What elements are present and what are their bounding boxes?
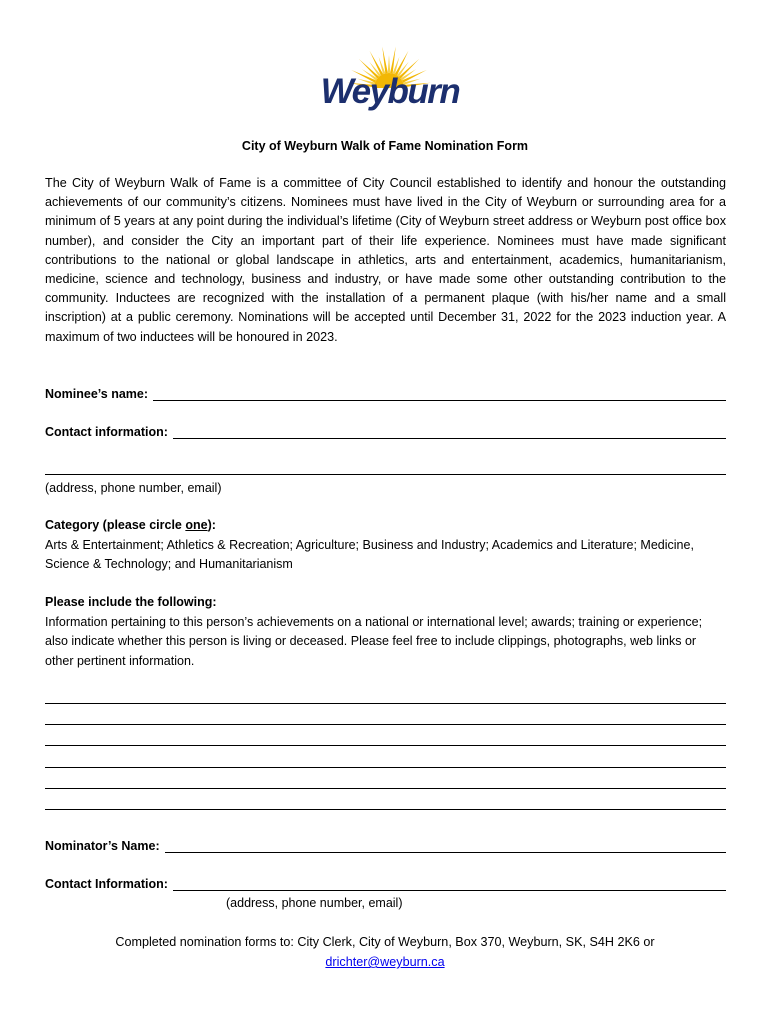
logo-wordmark: Weyburn xyxy=(320,72,460,111)
category-label-emphasis: one xyxy=(185,518,208,532)
intro-paragraph: The City of Weyburn Walk of Fame is a committee of City Council established to identify and honour the outstanding achievements of our community’s citizens. Nominees must have lived in the City of Weyburn or surrounding area for a minimum of 5 years at any point during the individual’s lifetime (City of Weyburn street address or Weyburn post office box number), and consider the City an important part of their life experience. Nominees must have made significant contributions to the national or global landscape in athletics, arts and entertainment, academics, humanitarianism, medicine, science and technology, business and industry, or have made some other outstanding contribution to the community. Inductees are recognized with the installation of a permanent plaque (with his/her name and a small inscription) at a public ceremony. Nominations will be accepted until December 31, 2022 for the 2023 induction year. A maximum of two inductees will be honoured in 2023. xyxy=(45,176,726,344)
nominee-name-field[interactable] xyxy=(45,386,726,401)
contact-information-label: Contact information: xyxy=(45,425,168,439)
form-title: City of Weyburn Walk of Fame Nomination Form xyxy=(241,139,529,153)
submission-address: Completed nomination forms to: City Clerk, City of Weyburn, Box 370, Weyburn, SK, S4H 2K6 or xyxy=(115,935,655,949)
category-options[interactable]: Arts & Entertainment; Athletics & Recreation; Agriculture; Business and Industry; Academics and Literature; Medicine, Science & Technology; and Humanitarianism xyxy=(45,537,694,571)
contact-information-note: (address, phone number, email) xyxy=(45,481,222,495)
include-text: Information pertaining to this person’s achievements on a national or international level; awards; training or experience; also indicate whether this person is living or deceased. Please feel free to include clippings, photographs, web links or other pertinent information. xyxy=(45,614,703,668)
include-section xyxy=(45,593,726,671)
category-label-prefix: Category (please circle xyxy=(45,518,186,532)
nominator-contact-line[interactable] xyxy=(173,876,726,891)
details-line-3[interactable] xyxy=(45,745,726,746)
category-section xyxy=(45,516,726,575)
submission-email-link[interactable]: drichter@weyburn.ca xyxy=(325,955,445,969)
details-line-2[interactable] xyxy=(45,724,726,725)
nominator-name-line[interactable] xyxy=(165,838,726,853)
contact-information-line[interactable] xyxy=(173,424,726,439)
category-label xyxy=(45,516,726,536)
sun-logo-icon xyxy=(306,42,466,122)
details-line-1[interactable] xyxy=(45,703,726,704)
details-line-6[interactable] xyxy=(45,809,726,810)
nominee-name-line[interactable] xyxy=(153,386,726,401)
category-label-suffix: ): xyxy=(207,518,216,532)
details-line-5[interactable] xyxy=(45,788,726,789)
nominator-name-label: Nominator’s Name: xyxy=(45,839,160,853)
nominator-name-field[interactable] xyxy=(45,838,726,853)
nominee-name-label: Nominee’s name: xyxy=(45,387,149,401)
nominator-contact-label: Contact Information: xyxy=(45,877,168,891)
nominator-contact-note: (address, phone number, email) xyxy=(226,896,403,910)
contact-information-field[interactable] xyxy=(45,424,726,439)
include-label: Please include the following: xyxy=(45,595,217,609)
weyburn-logo xyxy=(306,42,466,122)
sun-ray xyxy=(388,55,391,73)
submission-instructions xyxy=(0,932,770,972)
contact-information-line-2[interactable] xyxy=(45,474,726,475)
nominator-contact-field[interactable] xyxy=(45,876,726,891)
details-line-4[interactable] xyxy=(45,767,726,768)
